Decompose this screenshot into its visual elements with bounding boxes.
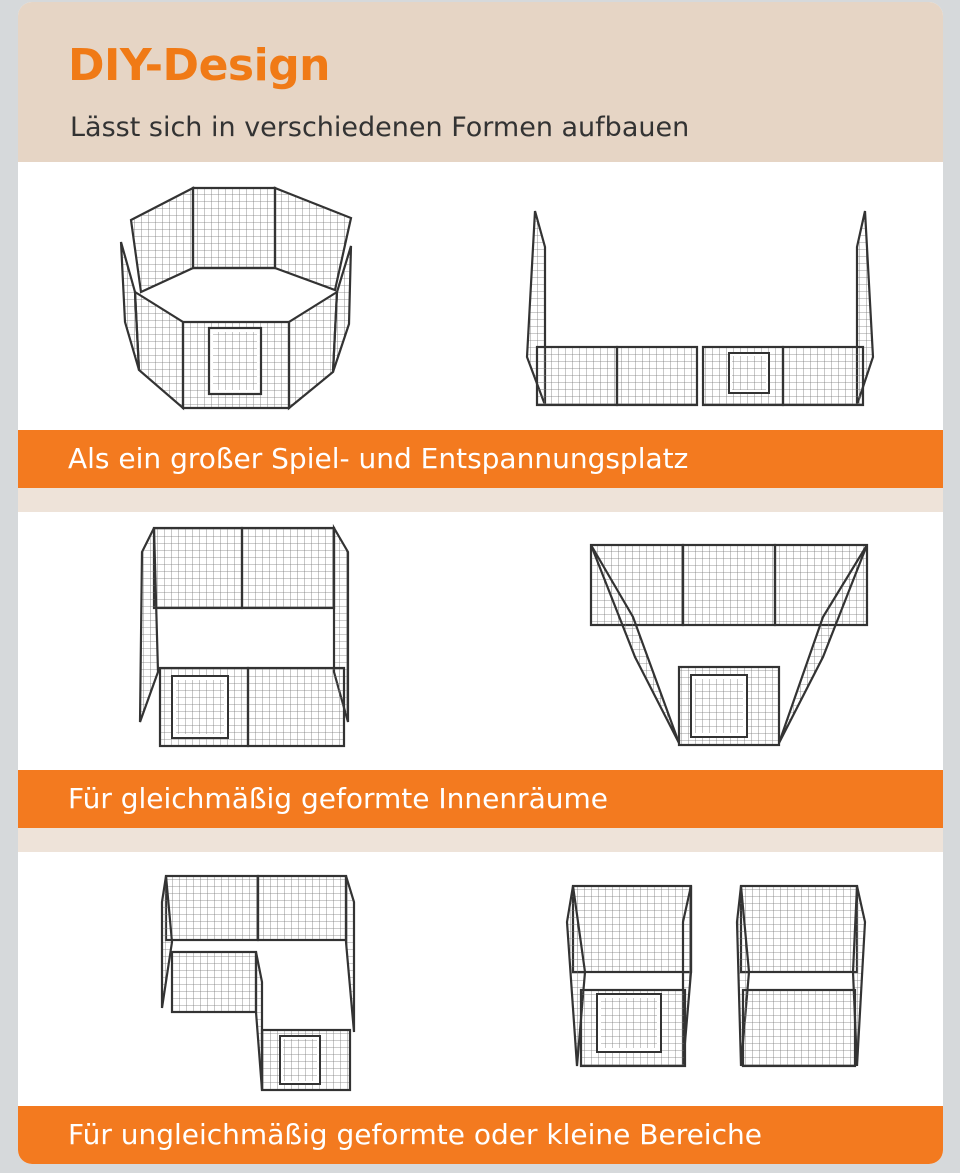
caption-band-3: [18, 1106, 943, 1164]
caption-text: Für ungleichmäßig geformte oder kleine Bereiche: [68, 1118, 762, 1151]
header-banner: [18, 2, 943, 162]
page-title: DIY-Design: [68, 40, 331, 91]
caption-text: Für gleichmäßig geformte Innenräume: [68, 782, 608, 815]
trapezoid-pen-icon: [583, 537, 878, 752]
section-divider: [18, 828, 943, 852]
u-shaped-fence-icon: [523, 207, 883, 412]
l-shaped-pen-icon: [158, 872, 363, 1094]
section-divider: [18, 488, 943, 512]
page-subtitle: Lässt sich in verschiedenen Formen aufbauen: [70, 112, 690, 143]
caption-band-2: [18, 770, 943, 828]
product-feature-card: [18, 2, 943, 1164]
octagon-pen-icon: [113, 180, 363, 415]
two-small-pens-icon: [563, 882, 873, 1072]
rectangle-pen-icon: [136, 522, 366, 752]
caption-band-1: [18, 430, 943, 488]
caption-text: Als ein großer Spiel- und Entspannungsplatz: [68, 442, 689, 475]
